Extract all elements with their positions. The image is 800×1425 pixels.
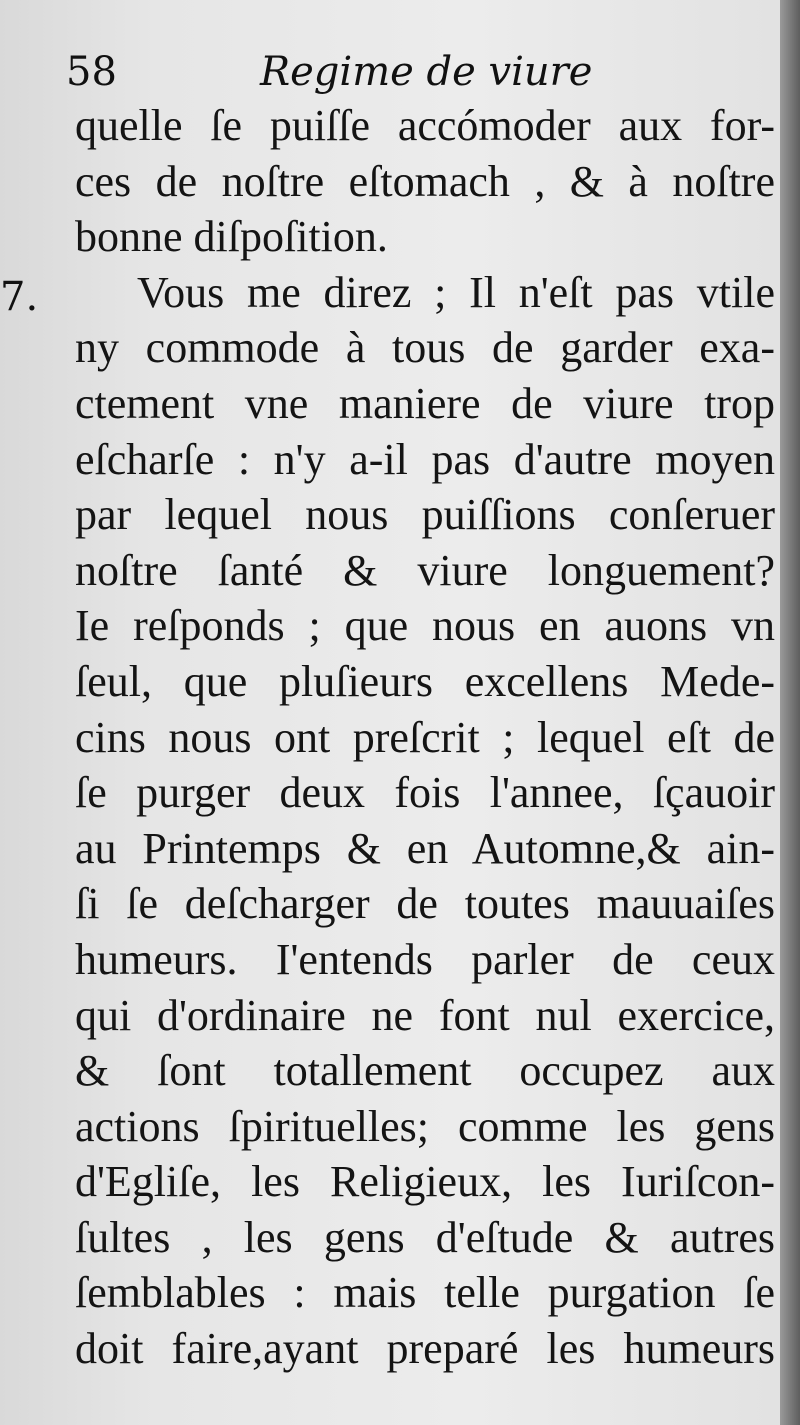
text-line: actions ſpirituelles; comme les gens [75, 1101, 775, 1151]
text-line: bonne diſpoſition. [75, 212, 388, 262]
text-line: ſemblables : mais telle purgation ſe [75, 1268, 775, 1318]
page-number: 58 [66, 49, 117, 95]
text-line: eſcharſe : n'y a-il pas d'autre moyen [75, 434, 775, 484]
text-line: au Printemps & en Automne,& ain- [75, 823, 775, 873]
text-line: d'Egliſe, les Religieux, les Iuriſcon- [75, 1157, 775, 1207]
text-line: noſtre ſanté & viure longuement? [75, 545, 775, 595]
text-line: par lequel nous puiſſions conſeruer [75, 490, 775, 540]
text-line: Ie reſponds ; que nous en auons vn [75, 601, 775, 651]
text-line: humeurs. I'entends parler de ceux [75, 934, 775, 984]
text-line: ctement vne maniere de viure trop [75, 378, 775, 428]
margin-note: 7. [0, 274, 39, 320]
text-line: Vous me direz ; Il n'eſt pas vtile [137, 267, 775, 317]
text-line: ſultes , les gens d'eſtude & autres [75, 1212, 775, 1262]
text-line: & ſont totallement occupez aux [75, 1046, 775, 1096]
running-title: Regime de viure [260, 49, 593, 95]
body-text [75, 98, 775, 1377]
text-line: quelle ſe puiſſe accómoder aux for- [75, 101, 775, 150]
text-line: cins nous ont preſcrit ; lequel eſt de [75, 712, 775, 762]
page-header [60, 42, 760, 102]
text-line: qui d'ordinaire ne font nul exercice, [75, 990, 775, 1040]
text-line: ces de noſtre eſtomach , & à noſtre [75, 156, 775, 206]
page-gutter [780, 0, 800, 1425]
text-line: doit faire,ayant preparé les humeurs [75, 1324, 775, 1374]
text-line: ſi ſe deſcharger de toutes mauuaiſes [75, 879, 775, 929]
text-line: ny commode à tous de garder exa- [75, 323, 775, 373]
text-line: ſe purger deux fois l'annee, ſçauoir [75, 768, 775, 818]
text-line: ſeul, que pluſieurs excellens Mede- [75, 656, 775, 706]
